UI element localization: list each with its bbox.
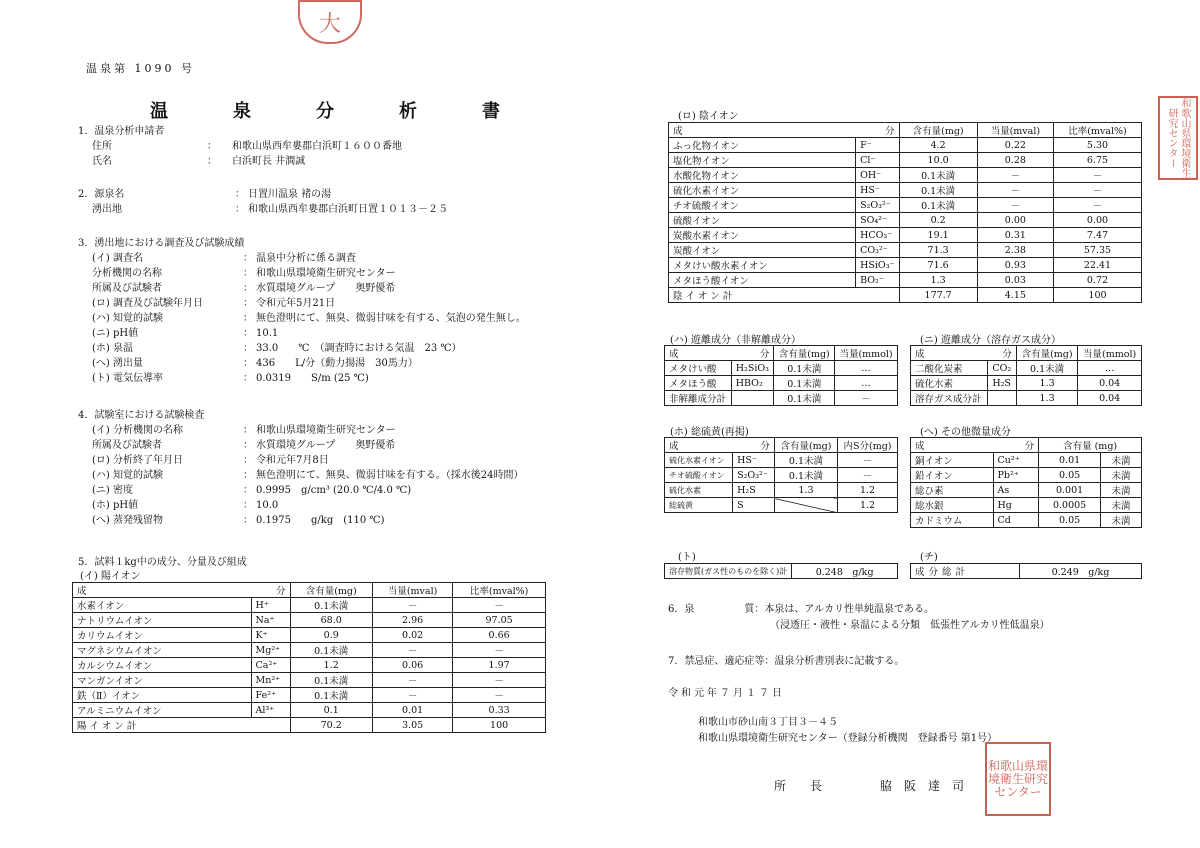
cell-formula: As [993,483,1039,498]
title-char: 温 [150,101,168,122]
table-row [669,213,1142,228]
ion-pct: 1.97 [453,658,546,673]
field-row: (ロ) 分析終了年月日 ： 令和元年7月8日 [78,453,524,468]
table-row [665,453,898,468]
ion-name: 水素イオン [73,598,252,613]
cell-mmol: … [1078,361,1142,376]
nondiss-table: 成 分 含有量(mg) 当量(mmol) メタけい酸 H₂SiO₃ 0.1未満 … メタほう酸 HBO₂ 0.1未満 … 非解離成分計 0.1未満 － [664,345,898,406]
anions-title: (ロ) 陰イオン [678,111,739,122]
ion-formula: F⁻ [856,138,899,153]
dissolved-title: (ト) [678,552,696,563]
ion-mval: － [372,598,452,613]
ion-name: ナトリウムイオン [73,613,252,628]
ion-mg: 0.2 [899,213,977,228]
section-6 [668,602,1050,634]
ion-pct: 22.41 [1053,258,1141,273]
field-row: 分析機関の名称 ： 和歌山県環境衛生研究センター [78,266,526,281]
field-row: (ハ) 知覚的試験 ： 無色澄明にて、無臭、微弱甘味を有する、気泡の発生無し。 [78,311,526,326]
table-row [669,273,1142,288]
field-row: (イ) 分析機関の名称 ： 和歌山県環境衛生研究センター [78,423,524,438]
director-name: 脇 阪 達 司 [880,779,965,793]
table-row [911,513,1142,528]
ion-mval: 0.06 [372,658,452,673]
table-row [73,673,546,688]
cell-mmol: … [835,376,898,391]
ion-mg: 0.1 [290,703,372,718]
field-value: 無色澄明にて、無臭、微弱甘味を有する、気泡の発生無し。 [256,313,526,324]
cell-mg [774,498,837,513]
ion-mval: 0.03 [977,273,1053,288]
cell-s: 1.2 [838,498,898,513]
field-value: 10.0 [256,500,279,511]
table-row [911,498,1142,513]
field-value: 水質環境グループ 奥野優希 [256,283,396,294]
section-2-heading: 2．源泉名 [78,189,125,200]
ion-mg: 10.0 [899,153,977,168]
total-title: (チ) [920,552,938,563]
table-row [73,598,546,613]
cell-mg: 0.01 [1039,453,1101,468]
total-pct: 100 [453,718,546,733]
field-value: 10.1 [256,328,279,339]
total-mval: 3.05 [372,718,452,733]
issuer-org: 和歌山県環境衛生研究センター（登録分析機関 登録番号 第1号） [698,733,998,744]
table-row [73,658,546,673]
ion-mg: 0.1未満 [290,673,372,688]
field-row: 所属及び試験者 ： 水質環境グループ 奥野優希 [78,281,526,296]
total-name: 陰イオン計 [669,288,900,303]
ion-pct: 57.35 [1053,243,1141,258]
cell-mg: 1.3 [1016,391,1077,406]
ion-pct: － [453,643,546,658]
ion-mval: 0.00 [977,213,1053,228]
ion-name: 硫酸イオン [669,213,856,228]
table-row [669,168,1142,183]
ion-mval: － [977,168,1053,183]
cell-formula: HBO₂ [731,376,774,391]
ion-name: ふっ化物イオン [669,138,856,153]
cell-note: 未満 [1101,513,1142,528]
ion-mval: － [372,643,452,658]
table-row [665,376,898,391]
field-label: (へ) 蒸発残留物 [92,515,163,526]
ion-name: 炭酸水素イオン [669,228,856,243]
cell-mg: 0.1未満 [774,361,835,376]
total-value: 0.249 g/kg [1020,564,1142,579]
table-row [911,483,1142,498]
field-value: 和歌山県環境衛生研究センター [256,425,396,436]
name-label: 氏名 [92,156,112,167]
director-title: 所 長 [774,779,823,793]
ion-mg: 1.2 [290,658,372,673]
cell-formula: H₂S [988,376,1017,391]
field-value: 令和元年5月21日 [256,298,336,309]
total-name: 陽イオン計 [73,718,291,733]
sulfur-title: (ホ) 総硫黄(再掲) [670,427,749,438]
ion-name: 塩化物イオン [669,153,856,168]
field-label: (へ) 湧出量 [92,358,143,369]
field-row: (へ) 湧出量 ： 436 L/分（動力揚湯 30馬力） [78,356,526,371]
field-row: 所属及び試験者 ： 水質環境グループ 奥野優希 [78,438,524,453]
field-label: 所属及び試験者 [92,283,162,294]
spring-quality: ：本泉は、アルカリ性単純温泉である。 [754,604,934,615]
cell-mmol: … [835,361,898,376]
ion-mg: 1.3 [899,273,977,288]
address-label: 住所 [92,141,112,152]
field-label: (イ) 分析機関の名称 [92,425,183,436]
cell-mg: 0.1未満 [774,453,837,468]
ion-mg: 0.1未満 [899,183,977,198]
ion-mg: 0.1未満 [290,643,372,658]
total-label: 成分総計 [911,564,1020,579]
section-6-label: 6．泉 質 [668,604,755,615]
ion-mval: 0.31 [977,228,1053,243]
table-row [665,361,898,376]
cell-mg: 0.0005 [1039,498,1101,513]
ion-pct: 97.05 [453,613,546,628]
ion-name: メタけい酸水素イオン [669,258,856,273]
ion-formula: S₂O₃²⁻ [856,198,899,213]
ion-pct: 6.75 [1053,153,1141,168]
field-label: (ロ) 調査及び試験年月日 [92,298,203,309]
ion-mval: － [977,183,1053,198]
ion-formula: Mg²⁺ [251,643,290,658]
cell-mg: 1.3 [774,483,837,498]
field-row: (ト) 電気伝導率 ： 0.0319 S/m (25 ℃) [78,371,526,386]
field-row: (ハ) 知覚的試験 ： 無色澄明にて、無臭、微弱甘味を有する。（採水後24時間） [78,468,524,483]
ion-mg: 71.6 [899,258,977,273]
total-row [669,288,1142,303]
ion-formula: Cl⁻ [856,153,899,168]
ion-pct: 5.30 [1053,138,1141,153]
cell-note: 未満 [1101,453,1142,468]
field-value: 温泉中分析に係る調査 [256,253,356,264]
cell-mg: 0.05 [1039,513,1101,528]
table-row [665,468,898,483]
ion-mval: 2.96 [372,613,452,628]
gas-title: (ニ) 遊離成分（溶存ガス成分） [920,335,1061,346]
field-row: (ホ) 泉温 ： 33.0 ℃ （調査時における気温 23 ℃） [78,341,526,356]
title-char: 書 [482,101,500,122]
ion-mg: 0.9 [290,628,372,643]
cell-mg: 0.05 [1039,468,1101,483]
cell-note: 未満 [1101,483,1142,498]
ion-name: 水酸化物イオン [669,168,856,183]
cell-name: 溶存ガス成分計 [911,391,988,406]
cell-mmol: 0.04 [1078,391,1142,406]
field-value: 436 L/分（動力揚湯 30馬力） [256,358,418,369]
cell-s: 1.2 [838,483,898,498]
total-mg: 70.2 [290,718,372,733]
ion-pct: － [1053,198,1141,213]
table-row [665,483,898,498]
ion-name: カルシウムイオン [73,658,252,673]
ion-formula: BO₂⁻ [856,273,899,288]
field-value: 無色澄明にて、無臭、微弱甘味を有する。（採水後24時間） [256,470,524,481]
table-header-row: 成 分 含有量(mg) 当量(mval) 比率(mval%) [669,123,1142,138]
field-value: 0.9995 g/cm³ (20.0 ℃/4.0 ℃) [256,485,412,496]
ion-formula: HCO₃⁻ [856,228,899,243]
issue-date: 令和元年７月１７日 [668,688,785,699]
ion-formula: Mn²⁺ [251,673,290,688]
spring-classification: （浸透圧・液性・泉温による分類 低張性アルカリ性低温泉） [770,620,1050,631]
table-row [911,468,1142,483]
total-row [73,718,546,733]
section-3 [78,236,526,386]
table-row [669,153,1142,168]
ion-mval: 0.02 [372,628,452,643]
cell-mg: 1.3 [1016,376,1077,391]
cell-mg: 0.1未満 [774,468,837,483]
cell-name: 二酸化炭素 [911,361,988,376]
field-value: 水質環境グループ 奥野優希 [256,440,396,451]
table-header-row: 成 分 含有量(mg) 当量(mval) 比率(mval%) [73,583,546,598]
ion-mg: 0.1未満 [899,168,977,183]
ion-pct: － [453,598,546,613]
field-value: 0.1975 g/kg (110 ℃) [256,515,385,526]
cell-formula [988,391,1017,406]
cell-formula: HS⁻ [733,453,775,468]
table-row [669,228,1142,243]
cell-note: 未満 [1101,498,1142,513]
ion-mval: 0.01 [372,703,452,718]
field-label: (ホ) pH値 [92,500,139,511]
trace-table: 成 分 含有量 (mg) 銅イオン Cu²⁺ 0.01 未満 鉛イオン Pb²⁺ 0.05 未満 総ひ素 As 0.001 未満 総水銀 Hg 0.0005 未満 カドミウム Cd 0.05 未満 [910,437,1142,528]
field-value: 0.0319 S/m (25 ℃) [256,373,369,384]
issuer-address: 和歌山市砂山南３丁目３－４５ [698,717,838,728]
ion-pct: － [453,688,546,703]
table-row [73,643,546,658]
ion-pct: 7.47 [1053,228,1141,243]
official-seal: 和歌山県環境衛生研究センター [985,742,1051,816]
cell-name: 硫化水素イオン [665,453,733,468]
ion-mg: 19.1 [899,228,977,243]
ion-formula: HSiO₃⁻ [856,258,899,273]
table-row [911,361,1142,376]
total-pct: 100 [1053,288,1141,303]
ion-name: マグネシウムイオン [73,643,252,658]
cell-formula: H₂SiO₃ [731,361,774,376]
cell-formula: CO₂ [988,361,1017,376]
cell-formula: Pb²⁺ [993,468,1039,483]
table-row [73,613,546,628]
ion-formula: SO₄²⁻ [856,213,899,228]
ion-name: カリウムイオン [73,628,252,643]
total-mval: 4.15 [977,288,1053,303]
field-row: (ロ) 調査及び試験年月日 ： 令和元年5月21日 [78,296,526,311]
table-row [669,198,1142,213]
ion-name: チオ硫酸イオン [669,198,856,213]
field-value: 33.0 ℃ （調査時における気温 23 ℃） [256,343,462,354]
ion-mval: 0.28 [977,153,1053,168]
spring-location: 和歌山県西牟婁郡白浜町日置１０１３－２５ [248,204,448,215]
field-row: (へ) 蒸発残留物 ： 0.1975 g/kg (110 ℃) [78,513,524,528]
ion-pct: － [1053,168,1141,183]
ion-name: 硫化水素イオン [669,183,856,198]
table-row [669,258,1142,273]
ion-pct: 0.72 [1053,273,1141,288]
ion-mval: 0.93 [977,258,1053,273]
ion-formula: K⁺ [251,628,290,643]
field-value: 令和元年7月8日 [256,455,329,466]
ion-name: マンガンイオン [73,673,252,688]
field-label: (ハ) 知覚的試験 [92,470,163,481]
cell-mmol: － [835,391,898,406]
ion-mg: 0.1未満 [899,198,977,213]
ion-formula: Na⁺ [251,613,290,628]
field-label: (ホ) 泉温 [92,343,133,354]
gas-table: 成 分 含有量(mg) 当量(mmol) 二酸化炭素 CO₂ 0.1未満 … 硫化水素 H₂S 1.3 0.04 溶存ガス成分計 1.3 0.04 [910,345,1142,406]
cell-formula: H₂S [733,483,775,498]
ion-pct: 0.33 [453,703,546,718]
applicant-address: 和歌山県西牟婁郡白浜町１６００番地 [232,141,402,152]
section-2: 2．源泉名 ： 日置川温泉 褚の湯 湧出地 ： 和歌山県西牟婁郡白浜町日置１０１３－２５ [78,189,448,215]
field-label: (ニ) 密度 [92,485,133,496]
field-label: (ロ) 分析終了年月日 [92,455,183,466]
title-char: 分 [316,101,334,122]
ion-mval: 0.22 [977,138,1053,153]
cell-formula [731,391,774,406]
applicant-name: 白浜町長 井澗誠 [232,156,306,167]
document-number: 温泉第 1090 号 [86,62,195,75]
cell-mg: 0.1未満 [774,391,835,406]
cell-mg: 0.1未満 [774,376,835,391]
cell-name: 硫化水素 [665,483,733,498]
field-row: (ホ) pH値 ： 10.0 [78,498,524,513]
section-1: 1．温泉分析申請者 住所 ： 和歌山県西牟婁郡白浜町１６００番地 氏名 ： 白浜町長 井澗誠 [78,126,402,167]
section-4 [78,408,524,528]
cell-s: － [838,453,898,468]
cell-name: 硫化水素 [911,376,988,391]
trace-title: (へ) その他微量成分 [920,427,1011,438]
ion-mg: 0.1未満 [290,688,372,703]
cell-name: 総水銀 [911,498,994,513]
location-label: 湧出地 [92,204,122,215]
cations-title: (イ) 陽イオン [80,571,141,582]
ion-formula: Ca²⁺ [251,658,290,673]
table-row [911,391,1142,406]
field-row: (ニ) 密度 ： 0.9995 g/cm³ (20.0 ℃/4.0 ℃) [78,483,524,498]
ion-pct: 0.66 [453,628,546,643]
title-char: 析 [399,101,417,122]
field-label: 分析機関の名称 [92,268,162,279]
field-label: (イ) 調査名 [92,253,143,264]
section-5-heading: 5．試料１kg中の成分、分量及び組成 [78,557,247,568]
field-label: (ニ) pH値 [92,328,139,339]
cell-formula: S₂O₃²⁻ [733,468,775,483]
field-value: 和歌山県環境衛生研究センター [256,268,396,279]
field-label: 所属及び試験者 [92,440,162,451]
ion-formula: H⁺ [251,598,290,613]
cell-mg: 0.1未満 [1016,361,1077,376]
cell-mmol: 0.04 [1078,376,1142,391]
title-char: 泉 [233,101,251,122]
top-seal: 大 [298,0,362,44]
field-label: (ハ) 知覚的試験 [92,313,163,324]
ion-name: アルミニウムイオン [73,703,252,718]
ion-mg: 0.1未満 [290,598,372,613]
cell-name: 総ひ素 [911,483,994,498]
ion-mval: － [372,688,452,703]
cell-name: 鉛イオン [911,468,994,483]
spring-name: 日置川温泉 褚の湯 [248,189,332,200]
cell-name: カドミウム [911,513,994,528]
section-1-heading: 1．温泉分析申請者 [78,126,165,137]
cations-table [72,582,546,733]
field-row: (イ) 調査名 ： 温泉中分析に係る調査 [78,251,526,266]
ion-mg: 68.0 [290,613,372,628]
cell-name: 総硫黄 [665,498,733,513]
ion-name: 鉄（Ⅱ）イオン [73,688,252,703]
cell-name: メタけい酸 [665,361,732,376]
ion-mg: 4.2 [899,138,977,153]
sulfur-table: 成 分 含有量(mg) 内S分(mg) 硫化水素イオン HS⁻ 0.1未満 － チオ硫酸イオン S₂O₃²⁻ 0.1未満 － 硫化水素 H₂S 1.3 1.2 総硫黄 S 1.2 [664,437,898,513]
cell-formula: S [733,498,775,513]
cell-mg: 0.001 [1039,483,1101,498]
ion-mval: － [977,198,1053,213]
dissolved-label: 溶存物質(ガス性のものを除く)計 [665,564,792,579]
cell-formula: Cd [993,513,1039,528]
table-row [73,688,546,703]
table-row [73,628,546,643]
page-title [150,97,500,123]
dissolved-table [664,563,898,579]
ion-formula: OH⁻ [856,168,899,183]
cell-s: － [838,468,898,483]
field-row: (ニ) pH値 ： 10.1 [78,326,526,341]
cell-name: 銅イオン [911,453,994,468]
cell-name: メタほう酸 [665,376,732,391]
table-row [73,703,546,718]
ion-name: 炭酸イオン [669,243,856,258]
table-row [669,243,1142,258]
section-4-heading: 4．試験室における試験検査 [78,410,205,421]
ion-mval: － [372,673,452,688]
dissolved-value: 0.248 g/kg [792,564,898,579]
cell-name: 非解離成分計 [665,391,732,406]
ion-pct: － [1053,183,1141,198]
ion-formula: Fe²⁺ [251,688,290,703]
table-row [669,183,1142,198]
section-3-heading: 3．湧出地における調査及び試験成績 [78,238,245,249]
ion-mval: 2.38 [977,243,1053,258]
ion-mg: 71.3 [899,243,977,258]
total-mg: 177.7 [899,288,977,303]
table-row [911,376,1142,391]
table-row [669,138,1142,153]
ion-pct: － [453,673,546,688]
total-table [910,563,1142,579]
ion-name: メタほう酸イオン [669,273,856,288]
section-7: 7．禁忌症、適応症等：温泉分析書別表に記載する。 [668,656,905,667]
field-label: (ト) 電気伝導率 [92,373,163,384]
edge-seal: 和歌山県環境衛生研究センター [1158,96,1198,180]
nondiss-title: (ハ) 遊離成分（非解離成分） [670,335,801,346]
ion-formula: CO₃²⁻ [856,243,899,258]
cell-name: チオ硫酸イオン [665,468,733,483]
cell-note: 未満 [1101,468,1142,483]
cell-formula: Cu²⁺ [993,453,1039,468]
cell-formula: Hg [993,498,1039,513]
ion-formula: Al³⁺ [251,703,290,718]
ion-formula: HS⁻ [856,183,899,198]
ion-pct: 0.00 [1053,213,1141,228]
table-row [911,453,1142,468]
anions-table [668,122,1142,303]
table-row [665,391,898,406]
table-row [665,498,898,513]
